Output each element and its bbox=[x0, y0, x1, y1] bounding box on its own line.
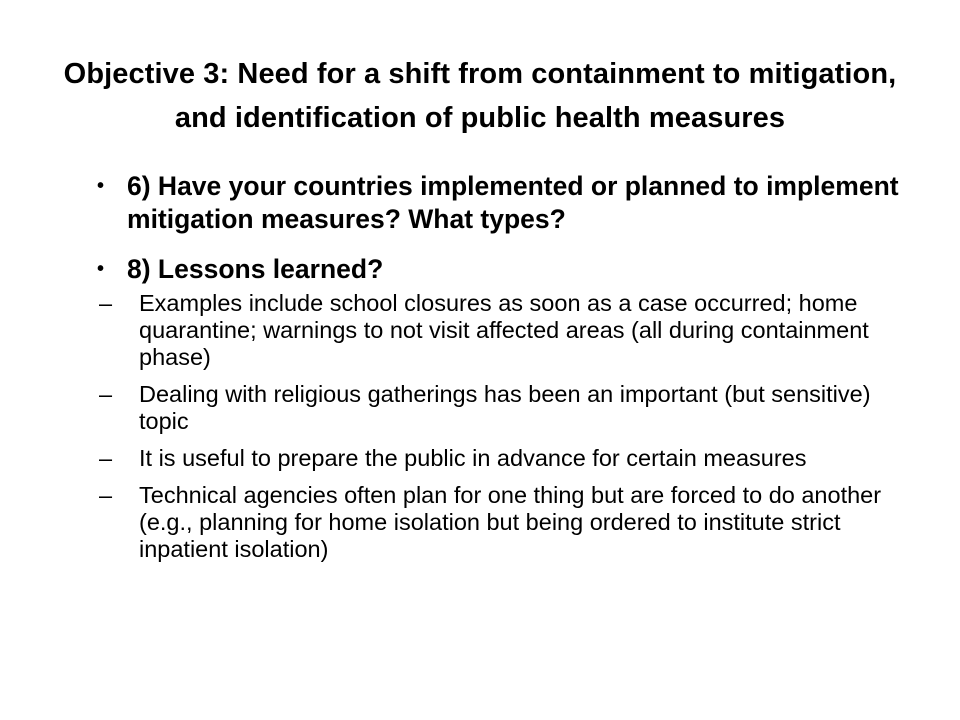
bullet-text: 6) Have your countries implemented or planned to implement mitigation measures? What types? bbox=[127, 171, 899, 234]
bullet-dot-icon: • bbox=[97, 258, 105, 280]
bullet-dot-icon: • bbox=[97, 175, 105, 197]
sub-bullet-text: Technical agencies often plan for one thing but are forced to do another (e.g., planning for home isolation but being ordered to institute strict inpatient isolation) bbox=[139, 482, 882, 562]
sub-bullet-text: Dealing with religious gatherings has been an important (but sensitive) topic bbox=[139, 381, 871, 434]
dash-bullet-icon: – bbox=[99, 381, 113, 407]
sub-bullet-prepare-public bbox=[97, 445, 917, 472]
sub-bullet-school-closures bbox=[97, 290, 917, 371]
slide-title: Objective 3: Need for a shift from containment to mitigation, and identification of public health measures bbox=[63, 58, 897, 134]
bullet-mitigation-question bbox=[97, 170, 917, 236]
lessons-sub-list bbox=[97, 290, 917, 563]
bullet-text: 8) Lessons learned? bbox=[127, 254, 384, 284]
dash-bullet-icon: – bbox=[99, 290, 113, 316]
dash-bullet-icon: – bbox=[99, 445, 113, 471]
sub-bullet-technical-agencies bbox=[97, 482, 917, 563]
slide-content bbox=[97, 170, 917, 573]
dash-bullet-icon: – bbox=[99, 482, 113, 508]
bullet-lessons-learned bbox=[97, 253, 917, 286]
sub-bullet-text: Examples include school closures as soon as a case occurred; home quarantine; warnings to not visit affected areas (all during containment phase) bbox=[139, 290, 869, 370]
sub-bullet-text: It is useful to prepare the public in advance for certain measures bbox=[139, 445, 807, 471]
sub-bullet-religious-gatherings bbox=[97, 381, 917, 435]
